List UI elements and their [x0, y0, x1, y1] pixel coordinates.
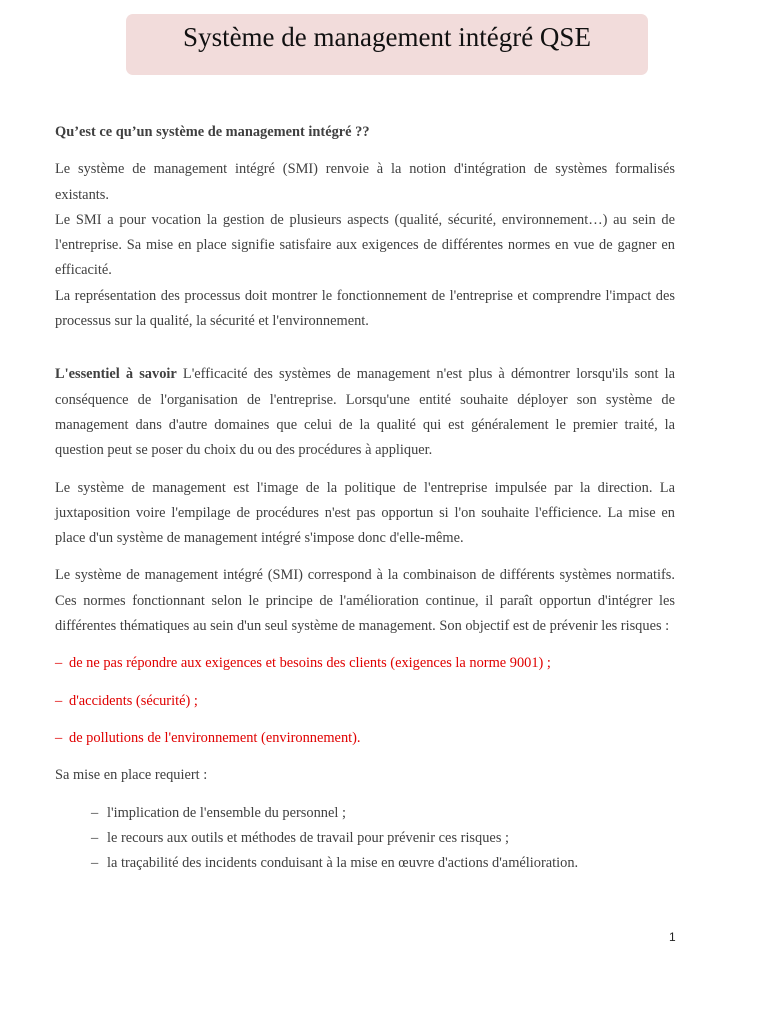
- title-box: [126, 14, 648, 75]
- paragraph-2: Le système de management est l'image de la politique de l'entreprise impulsée par la direction. La juxtaposition voire l'empilage de procédures n'est pas opportun si l'on souhaite l'efficience. La mise en place d'un système de management intégré s'impose donc d'elle-même.: [55, 479, 675, 547]
- essentiel-paragraph: [55, 362, 675, 463]
- list-item: [91, 851, 675, 876]
- risk-item-text: d'accidents (sécurité) ;: [69, 692, 198, 709]
- list-item-text: la traçabilité des incidents conduisant à la mise en œuvre d'actions d'amélioration.: [107, 855, 579, 872]
- risk-item-2: [55, 689, 675, 714]
- spacer: [55, 334, 675, 362]
- section-heading: Qu’est ce qu’un système de management intégré ??: [55, 124, 370, 140]
- risk-item-3: [55, 726, 675, 751]
- essentiel-text: L'efficacité des systèmes de management n'est plus à démontrer lorsqu'ils sont la conséquence de l'organisation de l'entreprise. Lorsqu'une entité souhaite déployer son système de management dans d'autre domaines que celui de la qualité qui est généralement le premier traité, la question peut se poser du choix du ou des procédures à appliquer.: [55, 366, 676, 459]
- dash-bullet: –: [91, 829, 99, 846]
- dash-bullet: –: [91, 804, 99, 821]
- dash-bullet: –: [55, 692, 63, 709]
- dash-bullet: –: [55, 655, 63, 672]
- intro-line-1: Le système de management intégré (SMI) renvoie à la notion d'intégration de systèmes formalisés existants.: [55, 161, 675, 203]
- intro-line-2: Le SMI a pour vocation la gestion de plusieurs aspects (qualité, sécurité, environnement…) au sein de l'entreprise. Sa mise en place signifie satisfaire aux exigences de différentes normes en vue de gagner en efficacité.: [55, 211, 675, 279]
- dash-bullet: –: [55, 729, 63, 746]
- document-title: Système de management intégré QSE: [183, 22, 591, 52]
- list-item: [91, 801, 675, 826]
- paragraph-3: Le système de management intégré (SMI) correspond à la combinaison de différents systèmes normatifs. Ces normes fonctionnant selon le principe de l'amélioration continue, il paraît opportun d'intégrer les différentes thématiques au sein d'un seul système de management. Son objectif est de prévenir les risques :: [55, 567, 675, 635]
- list-item-text: le recours aux outils et méthodes de travail pour prévenir ces risques ;: [107, 829, 510, 846]
- intro-line-3: La représentation des processus doit montrer le fonctionnement de l'entreprise et comprendre l'impact des processus sur la qualité, la sécurité et l'environnement.: [55, 287, 675, 330]
- requires-list: [55, 801, 675, 877]
- document-body: [55, 120, 675, 876]
- list-item: [91, 826, 675, 851]
- list-item-text: l'implication de l'ensemble du personnel ;: [107, 804, 346, 821]
- risk-item-text: de ne pas répondre aux exigences et besoins des clients (exigences la norme 9001) ;: [69, 655, 551, 672]
- page-number: 1: [669, 930, 676, 944]
- risk-item-text: de pollutions de l'environnement (environnement).: [69, 729, 361, 746]
- requires-intro: Sa mise en place requiert :: [55, 767, 208, 784]
- essentiel-label: L'essentiel à savoir: [55, 366, 177, 383]
- risk-item-1: [55, 651, 675, 676]
- dash-bullet: –: [91, 855, 99, 872]
